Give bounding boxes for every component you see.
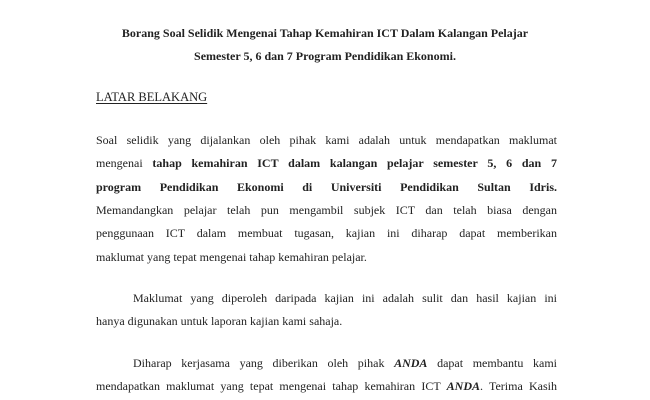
section-heading: LATAR BELAKANG (96, 90, 208, 104)
para1-line2 (96, 156, 557, 171)
para3-line2-anda: ANDA (446, 379, 480, 393)
para1-line2-bold: tahap kemahiran ICT dalam kalangan pelajar semester 5, 6 dan 7 (152, 156, 557, 170)
para3-line1 (133, 356, 557, 371)
para1-line1: Soal selidik yang dijalankan oleh pihak kami adalah untuk mendapatkan maklumat (96, 133, 557, 147)
para2-line2: hanya digunakan untuk laporan kajian kami sahaja. (96, 314, 343, 328)
para1-line3: program Pendidikan Ekonomi di Universiti Pendidikan Sultan Idris. (96, 180, 557, 194)
para3-line2-text-a: mendapatkan maklumat yang tepat mengenai tahap kemahiran ICT (96, 379, 447, 393)
para3-line1-text-a: Diharap kerjasama yang diberikan oleh pihak (133, 356, 395, 370)
para3-line2 (96, 379, 557, 394)
para3-line1-text-c: dapat membantu kami (427, 356, 557, 370)
para1-line5: penggunaan ICT dalam membuat tugasan, kajian ini diharap dapat memberikan (96, 226, 557, 240)
document-title-line-1: Borang Soal Selidik Mengenai Tahap Kemahiran ICT Dalam Kalangan Pelajar (121, 26, 529, 40)
para3-line2-text-c: . Terima Kasih (480, 379, 558, 393)
para3-line1-anda: ANDA (394, 356, 428, 370)
para2-line1: Maklumat yang diperoleh daripada kajian ini adalah sulit dan hasil kajian ini (133, 291, 557, 305)
document-title-line-2: Semester 5, 6 dan 7 Program Pendidikan Ekonomi. (194, 49, 456, 63)
para1-line6: maklumat yang tepat mengenai tahap kemahiran pelajar. (96, 250, 367, 264)
para1-line4: Memandangkan pelajar telah pun mengambil subjek ICT dan telah biasa dengan (96, 203, 557, 217)
para1-line2-text: mengenai (96, 156, 153, 170)
